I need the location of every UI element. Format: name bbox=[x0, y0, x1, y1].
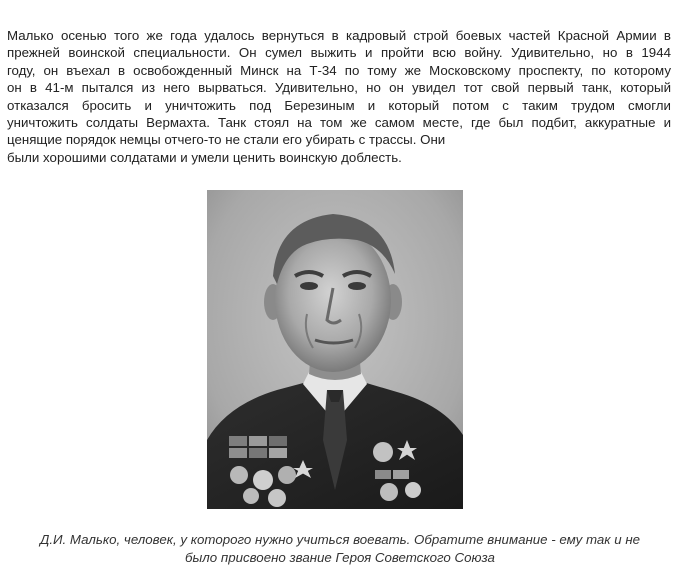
article-line: уничтожить солдаты Вермахта. Танк стоял на том же самом месте, где был подбит, аккуратные и bbox=[7, 115, 671, 131]
article-line: он в 41-м пытался из него вырваться. Удивительно, но он увидел тот свой первый танк, который bbox=[7, 80, 671, 96]
photo-caption bbox=[0, 531, 680, 567]
article-text bbox=[7, 27, 671, 166]
portrait-illustration bbox=[207, 190, 463, 509]
article-line: ценящие порядок немцы отчего-то не стали его убирать с трассы. Они bbox=[7, 132, 446, 148]
article-line: Малько осенью того же года удалось вернуться в кадровый строй боевых частей Красной Армии в bbox=[7, 28, 671, 43]
caption-line: Д.И. Малько, человек, у которого нужно учиться воевать. Обратите внимание - ему так и не bbox=[39, 532, 641, 547]
portrait-photo bbox=[207, 190, 463, 509]
article-line: были хорошими солдатами и умели ценить воинскую доблесть. bbox=[7, 149, 402, 165]
article-line: прежней воинской специальности. Он сумел выжить и пройти всю войну. Удивительно, но в 1944 bbox=[7, 45, 671, 61]
article-line: году, он въехал в освобожденный Минск на Т-34 по тому же Московскому проспекту, по которому bbox=[7, 62, 671, 78]
article-line: отказался бросить и уничтожить под Березиным и который потом с таким трудом смогли bbox=[7, 97, 671, 113]
caption-line: было присвоено звание Героя Советского Союза bbox=[185, 550, 495, 565]
